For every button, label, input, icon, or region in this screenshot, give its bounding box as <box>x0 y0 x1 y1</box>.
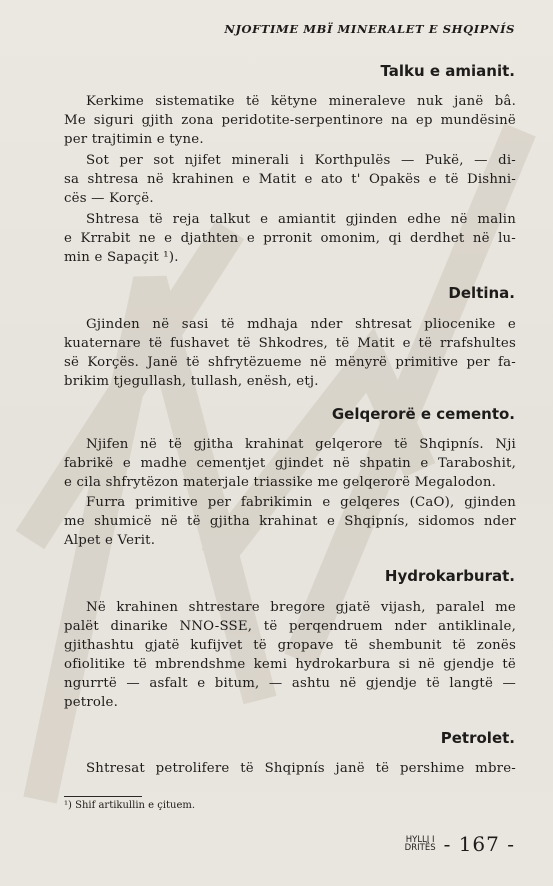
text-line: Gjinden në sasi të mdhaja nder shtresat pliocenike e <box>86 317 516 332</box>
paragraph-talku-2 <box>64 151 516 208</box>
paragraph-gelqerore-2 <box>64 493 516 550</box>
text-line: Sot per sot njifet minerali i Korthpulës — Pukë, — di- <box>86 153 516 168</box>
paragraph-talku-1 <box>64 92 516 149</box>
text-line: Në krahinen shtrestare bregore gjatë vijash, paralel me <box>86 600 516 615</box>
paragraph-petrolet <box>64 759 516 778</box>
section-title-petrolet: Petrolet. <box>440 729 515 747</box>
text-line: palët dinarike NNO-SSE, të perqendruem nder antiklinale, <box>64 619 516 634</box>
text-line: Shtresa të reja talkut e amiantit gjinden edhe në malin <box>86 212 516 227</box>
journal-name-line: DRITËS <box>404 843 436 853</box>
paragraph-gelqerore-1 <box>64 435 516 492</box>
text-line: brikim tjegullash, tullash, enësh, etj. <box>64 374 319 389</box>
text-line: kuaternare të fushavet të Shkodres, të Matit e të rrafshultes <box>64 336 516 351</box>
text-line: Me siguri gjith zona peridotite-serpentinore na ep mundësinë <box>64 113 516 128</box>
text-line: e Krrabit ne e djathten e prronit omonim, qi derdhet në lu- <box>64 231 516 246</box>
journal-name-line: HYLLI I <box>405 835 435 845</box>
text-line: Kerkime sistematike të këtyne mineraleve nuk janë bâ. <box>86 94 516 109</box>
page-number: - 167 - <box>443 832 515 856</box>
text-line: min e Sapaçit ¹). <box>64 250 179 265</box>
text-line: Shtresat petrolifere të Shqipnís janë të pershime mbre- <box>86 761 516 776</box>
text-line: Njifen në të gjitha krahinat gelqerore të Shqipnís. Nji <box>86 437 516 452</box>
paragraph-hydrokarburat <box>64 598 516 712</box>
paragraph-talku-3 <box>64 210 516 267</box>
text-line: petrole. <box>64 695 119 710</box>
text-line: sa shtresa në krahinen e Matit e ato t' Opakës e të Dishni- <box>64 172 516 187</box>
text-line: per trajtimin e tyne. <box>64 132 204 147</box>
text-line: Furra primitive per fabrikimin e gelqeres (CaO), gjinden <box>86 495 516 510</box>
section-title-deltina: Deltina. <box>448 284 515 302</box>
text-line: e cila shfrytëzon materjale triassike me gelqerorë Megalodon. <box>64 475 497 490</box>
text-line: ngurrtë — asfalt e bitum, — ashtu në gjendje të langtë — <box>64 676 516 691</box>
text-line: së Korçës. Janë të shfrytëzueme në mënyrë primitive per fa- <box>64 355 516 370</box>
footnote-divider <box>64 796 142 797</box>
footnote: ¹) Shif artikullin e çituem. <box>64 800 196 811</box>
text-line: Alpet e Verit. <box>64 533 156 548</box>
text-line: cës — Korçë. <box>64 191 154 206</box>
text-line: me shumicë në të gjitha krahinat e Shqipnís, sidomos nder <box>64 514 516 529</box>
journal-name <box>405 836 436 852</box>
section-title-talku: Talku e amianit. <box>380 62 515 80</box>
section-title-hydrokarburat: Hydrokarburat. <box>384 567 515 585</box>
text-line: fabrikë e madhe cementjet gjindet në shpatin e Taraboshit, <box>64 456 516 471</box>
text-line: gjithashtu gjatë kufijvet të gropave të shembunit të zonës <box>64 638 516 653</box>
section-title-gelqerore: Gelqerorë e cemento. <box>331 405 515 423</box>
text-line: ofiolitike të mbrendshme kemi hydrokarbura si në gjendje të <box>64 657 516 672</box>
paragraph-deltina <box>64 315 516 391</box>
page-footer <box>405 832 515 856</box>
running-header: NJOFTIME MBÏ MINERALET E SHQIPNÍS <box>224 22 515 36</box>
